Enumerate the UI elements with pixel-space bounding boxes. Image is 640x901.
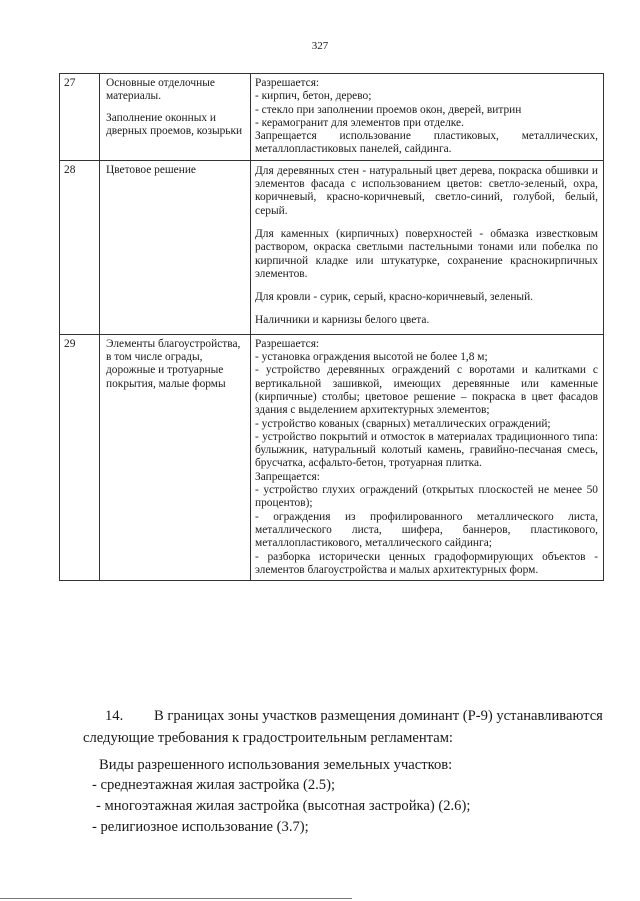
content-line: Разрешается: [255, 77, 320, 89]
section-text-first: В границах зоны участков размещения доминант (Р-9) устанавливаются [154, 708, 603, 724]
row-number: 27 [60, 74, 100, 161]
content-line: - кирпич, бетон, дерево; [255, 90, 372, 103]
list-item: - среднеэтажная жилая застройка (2.5); [92, 777, 336, 793]
regulations-table [59, 73, 604, 581]
section-text-continued: следующие требования к градостроительным регламентам: [83, 730, 453, 746]
row-number: 28 [60, 160, 100, 334]
row-title [100, 74, 251, 161]
section-subheading: Виды разрешенного использования земельных участков: [99, 757, 453, 773]
list-item: - многоэтажная жилая застройка (высотная застройка) (2.6); [96, 798, 471, 814]
row-title-line: Заполнение оконных и дверных проемов, козырьки [106, 111, 243, 137]
content-line: - устройство кованых (сварных) металлических ограждений; [255, 417, 551, 430]
table-row [60, 160, 604, 334]
content-line: - устройство покрытий и отмосток в материалах традиционного типа: булыжник, натуральный колотый камень, гравийно-песчаная смесь, брусчатка, асфальто-бетон, тротуарная плитка. [255, 430, 598, 470]
row-title [100, 334, 251, 580]
list-item: - религиозное использование (3.7); [92, 819, 309, 835]
page-edge-line [0, 898, 352, 899]
content-line: - разборка исторически ценных градоформирующих объектов - элементов благоустройства и малых архитектурных форм. [255, 550, 598, 576]
section-paragraph [83, 705, 611, 749]
content-line: - установка ограждения высотой не более 1,8 м; [255, 351, 488, 364]
row-content [251, 74, 604, 161]
content-line: - устройство глухих ограждений (открытых плоскостей не менее 50 процентов); [255, 484, 598, 510]
content-paragraph: Для кровли - сурик, серый, красно-коричневый, зеленый. [255, 291, 534, 304]
content-line: Запрещается использование пластиковых, металлических, металлопластиковых панелей, сайдинга. [255, 130, 598, 156]
table-row [60, 334, 604, 580]
table-row [60, 74, 604, 161]
content-line: - устройство деревянных ограждений с воротами и калитками с вертикальной зашивкой, имеющих деревянные или каменные (кирпичные) столбы; цветовое решение – покраска в цвет фасадов здания с выделением архитектурных элементов; [255, 364, 598, 417]
row-title-line: Основные отделочные материалы. [106, 77, 215, 103]
row-number: 29 [60, 334, 100, 580]
content-paragraph: Для деревянных стен - натуральный цвет дерева, покраска обшивки и элементов фасада с использованием цветов: светло-зеленый, охра, коричневый, красно-коричневый, светло-синий, голубой, белый, серый. [255, 164, 598, 217]
row-title-line: Элементы благоустройства, в том числе ограды, дорожные и тротуарные покрытия, малые формы [106, 337, 241, 390]
row-content [251, 160, 604, 334]
content-line: Запрещается: [255, 470, 320, 483]
page-number: 327 [311, 40, 329, 52]
content-paragraph: Наличники и карнизы белого цвета. [255, 314, 430, 327]
section-number: 14. [105, 708, 124, 724]
content-line: - ограждения из профилированного металлического листа, металлического листа, шифера, баннеров, пластикового, металлопластикового, металлического сайдинга; [255, 510, 598, 550]
row-content [251, 334, 604, 580]
row-title [100, 160, 251, 334]
content-line: - стекло при заполнении проемов окон, дверей, витрин [255, 103, 522, 116]
content-line: Разрешается: [255, 337, 320, 350]
content-paragraph: Для каменных (кирпичных) поверхностей - обмазка известковым раствором, окраска светлыми пастельными тонами или побелка по кирпичной кладке или штукатурке, сохранение краснокирпичных элементов. [255, 227, 598, 280]
row-title-line: Цветовое решение [106, 163, 196, 176]
content-line: - керамогранит для элементов при отделке. [255, 116, 464, 129]
